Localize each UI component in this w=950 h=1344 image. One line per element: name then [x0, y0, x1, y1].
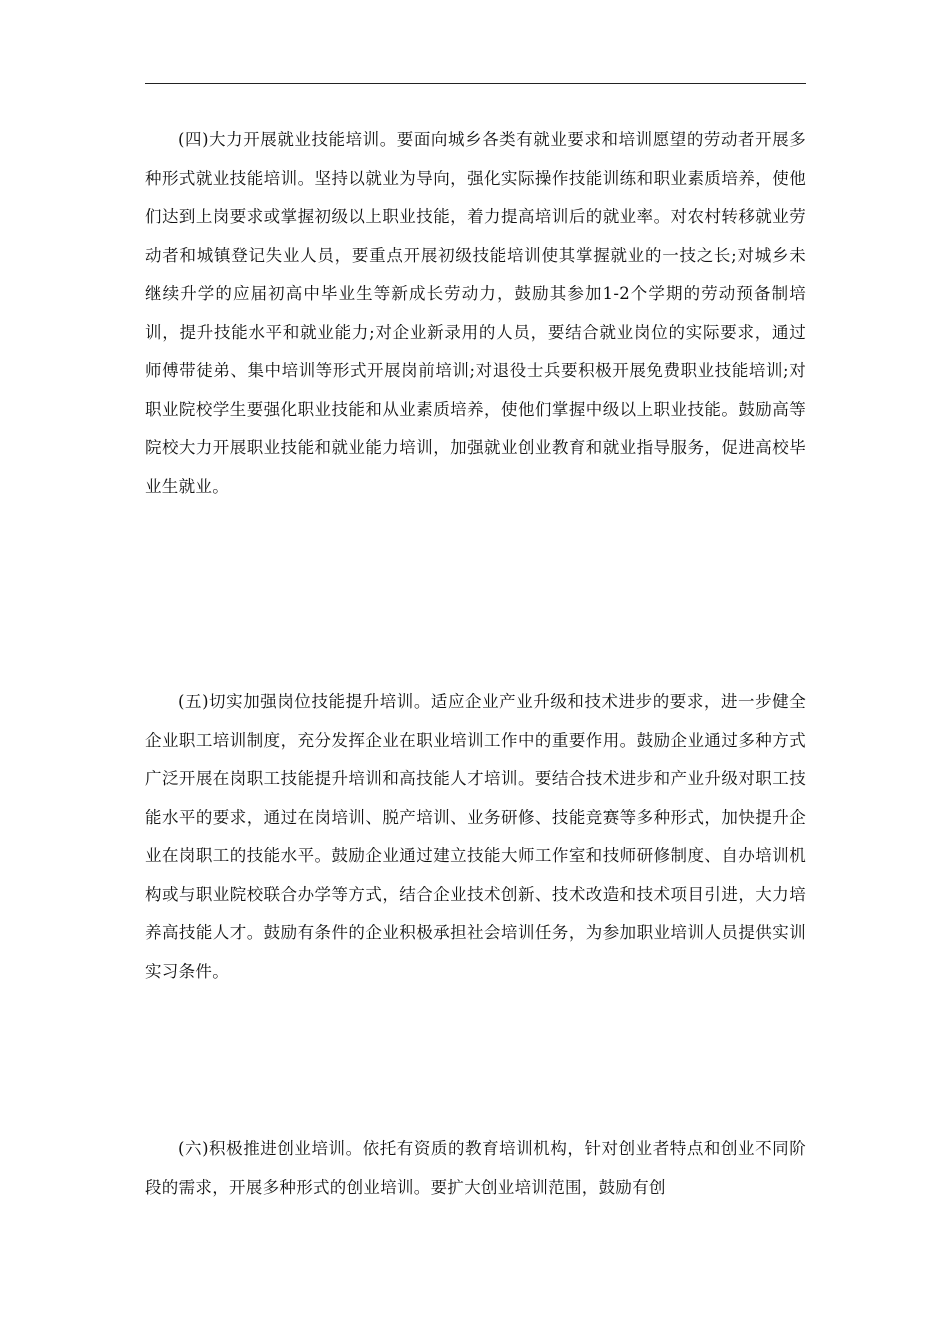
paragraph-4: (四)大力开展就业技能培训。要面向城乡各类有就业要求和培训愿望的劳动者开展多种形式就业技能培训。坚持以就业为导向，强化实际操作技能训练和职业素质培养，使他们达到上岗要求或掌握初级以上职业技能，着力提高培训后的就业率。对农村转移就业劳动者和城镇登记失业人员，要重点开展初级技能培训使其掌握就业的一技之长;对城乡未继续升学的应届初高中毕业生等新成长劳动力，鼓励其参加1-2个学期的劳动预备制培训，提升技能水平和就业能力;对企业新录用的人员，要结合就业岗位的实际要求，通过师傅带徒弟、集中培训等形式开展岗前培训;对退役士兵要积极开展免费职业技能培训;对职业院校学生要强化职业技能和从业素质培养，使他们掌握中级以上职业技能。鼓励高等院校大力开展职业技能和就业能力培训，加强就业创业教育和就业指导服务，促进高校毕业生就业。: [145, 130, 806, 496]
header-divider: [145, 83, 806, 84]
paragraph-5: (五)切实加强岗位技能提升培训。适应企业产业升级和技术进步的要求，进一步健全企业职工培训制度，充分发挥企业在职业培训工作中的重要作用。鼓励企业通过多种方式广泛开展在岗职工技能提升培训和高技能人才培训。要结合技术进步和产业升级对职工技能水平的要求，通过在岗培训、脱产培训、业务研修、技能竞赛等多种形式，加快提升企业在岗职工的技能水平。鼓励企业通过建立技能大师工作室和技师研修制度、自办培训机构或与职业院校联合办学等方式，结合企业技术创新、技术改造和技术项目引进，大力培养高技能人才。鼓励有条件的企业积极承担社会培训任务，为参加职业培训人员提供实训实习条件。: [145, 692, 806, 981]
paragraph-4-block: [145, 121, 806, 506]
paragraph-5-block: [145, 683, 806, 991]
paragraph-6-block: [145, 1130, 806, 1207]
paragraph-6: (六)积极推进创业培训。依托有资质的教育培训机构，针对创业者特点和创业不同阶段的需求，开展多种形式的创业培训。要扩大创业培训范围，鼓励有创: [145, 1139, 806, 1197]
